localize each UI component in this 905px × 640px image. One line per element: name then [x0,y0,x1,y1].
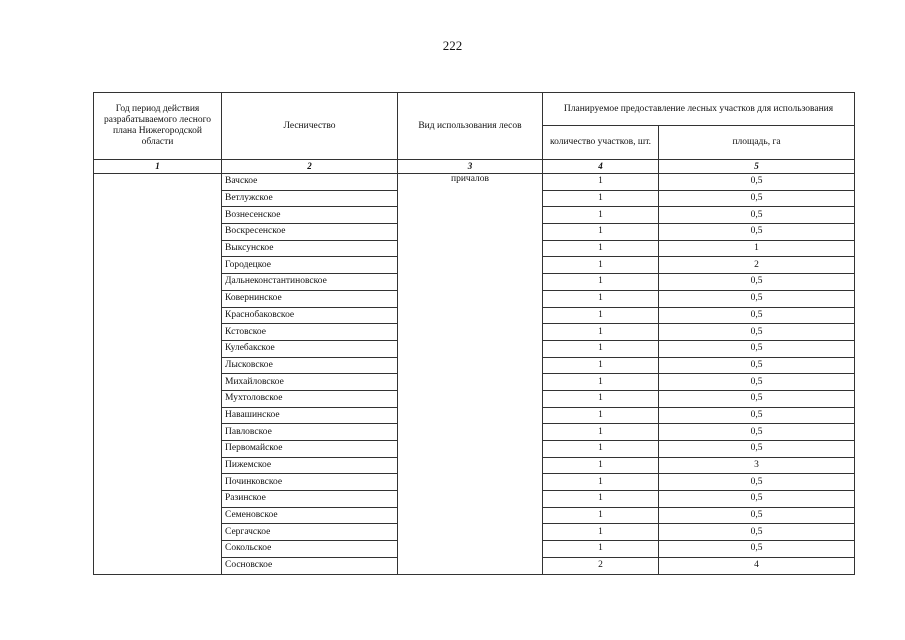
plot-count-cell: 1 [543,390,659,407]
area-cell: 0,5 [659,340,855,357]
area-cell: 4 [659,557,855,574]
plot-count-cell: 1 [543,357,659,374]
forestry-name-cell: Сосновское [222,557,398,574]
plot-count-cell: 1 [543,374,659,391]
plot-count-cell: 1 [543,274,659,291]
forestry-name-cell: Выксунское [222,240,398,257]
plot-count-cell: 1 [543,257,659,274]
area-cell: 0,5 [659,390,855,407]
area-cell: 2 [659,257,855,274]
forestry-name-cell: Городецкое [222,257,398,274]
area-cell: 0,5 [659,441,855,458]
header-plot-count: количество участков, шт. [543,126,659,160]
plot-count-cell: 1 [543,507,659,524]
forestry-name-cell: Михайловское [222,374,398,391]
column-number: 1 [94,160,222,174]
area-cell: 0,5 [659,207,855,224]
plot-count-cell: 1 [543,174,659,191]
plot-count-cell: 1 [543,340,659,357]
forestry-name-cell: Разинское [222,491,398,508]
table-header [94,93,855,174]
plot-count-cell: 1 [543,407,659,424]
forestry-name-cell: Краснобаковское [222,307,398,324]
area-cell: 0,5 [659,274,855,291]
area-cell: 0,5 [659,474,855,491]
forestry-name-cell: Кулебакское [222,340,398,357]
area-cell: 0,5 [659,174,855,191]
plot-count-cell: 1 [543,541,659,558]
use-type-cell: причалов [398,174,543,575]
header-forestry: Лесничество [222,93,398,160]
forestry-name-cell: Вознесенское [222,207,398,224]
header-period: Год период действия разрабатываемого лесного плана Нижегородской области [94,93,222,160]
plot-count-cell: 1 [543,474,659,491]
forestry-name-cell: Лысковское [222,357,398,374]
forestry-name-cell: Ветлужское [222,190,398,207]
forestry-name-cell: Починковское [222,474,398,491]
area-cell: 0,5 [659,541,855,558]
forestry-name-cell: Сокольское [222,541,398,558]
plot-count-cell: 2 [543,557,659,574]
area-cell: 0,5 [659,407,855,424]
forestry-name-cell: Навашинское [222,407,398,424]
forestry-name-cell: Семеновское [222,507,398,524]
forest-plan-table [93,92,855,575]
column-number: 3 [398,160,543,174]
area-cell: 0,5 [659,190,855,207]
column-number: 2 [222,160,398,174]
column-number: 4 [543,160,659,174]
plot-count-cell: 1 [543,524,659,541]
forestry-name-cell: Ковернинское [222,290,398,307]
header-planned-allocation: Планируемое предоставление лесных участков для использования [543,93,855,126]
area-cell: 0,5 [659,324,855,341]
plot-count-cell: 1 [543,491,659,508]
header-area: площадь, га [659,126,855,160]
plot-count-cell: 1 [543,240,659,257]
forestry-name-cell: Первомайское [222,441,398,458]
plot-count-cell: 1 [543,207,659,224]
plot-count-cell: 1 [543,324,659,341]
area-cell: 0,5 [659,374,855,391]
plot-count-cell: 1 [543,190,659,207]
plot-count-cell: 1 [543,290,659,307]
plot-count-cell: 1 [543,457,659,474]
header-use-type: Вид использования лесов [398,93,543,160]
area-cell: 0,5 [659,507,855,524]
column-number: 5 [659,160,855,174]
area-cell: 0,5 [659,357,855,374]
period-cell [94,174,222,575]
page-number: 222 [442,38,463,53]
plot-count-cell: 1 [543,307,659,324]
area-cell: 0,5 [659,224,855,241]
area-cell: 0,5 [659,424,855,441]
area-cell: 0,5 [659,290,855,307]
area-cell: 0,5 [659,307,855,324]
area-cell: 0,5 [659,491,855,508]
area-cell: 0,5 [659,524,855,541]
plot-count-cell: 1 [543,224,659,241]
forestry-name-cell: Павловское [222,424,398,441]
forestry-name-cell: Дальнеконстантиновское [222,274,398,291]
forestry-name-cell: Воскресенское [222,224,398,241]
forestry-name-cell: Кстовское [222,324,398,341]
forestry-name-cell: Сергачское [222,524,398,541]
area-cell: 1 [659,240,855,257]
table-body [94,174,855,575]
column-numbers-row [94,160,855,174]
plot-count-cell: 1 [543,441,659,458]
area-cell: 3 [659,457,855,474]
forestry-name-cell: Вачское [222,174,398,191]
plot-count-cell: 1 [543,424,659,441]
table-row [94,174,855,191]
forestry-name-cell: Пижемское [222,457,398,474]
forestry-name-cell: Мухтоловское [222,390,398,407]
